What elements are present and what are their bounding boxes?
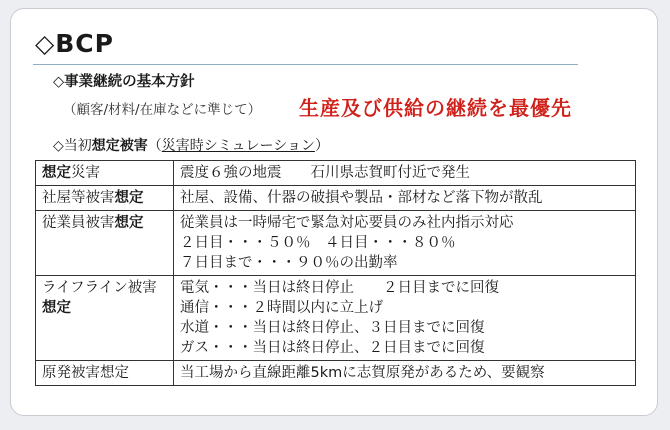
row-label-pre: 社屋等被害 — [42, 190, 115, 206]
damage-heading — [53, 136, 329, 156]
detail-line: 社屋、設備、什器の破損や製品・部材など落下物が散乱 — [180, 190, 543, 206]
title-divider — [33, 64, 578, 65]
detail-line: ７日目まで・・・９０％の出勤率 — [180, 255, 398, 271]
row-label-rest: 災害 — [71, 165, 100, 181]
damage-heading-open: （ — [147, 138, 162, 154]
row-label-pre: ライフライン被害 — [42, 280, 157, 296]
table-row-employees — [36, 211, 636, 276]
row-detail — [174, 361, 636, 386]
detail-line: 電気・・・当日は終日停止 ２日目までに回復 — [180, 280, 499, 296]
detail-line: ２日目・・・５０％ ４日目・・・８０％ — [180, 235, 456, 251]
detail-line: 当工場から直線距離5kmに志賀原発があるため、要観察 — [180, 365, 545, 381]
row-label — [36, 161, 174, 186]
row-detail — [174, 186, 636, 211]
detail-line: 震度６強の地震 石川県志賀町付近で発生 — [180, 165, 470, 181]
detail-line: 通信・・・２時間以内に立上げ — [180, 300, 383, 316]
table-row-lifeline — [36, 276, 636, 361]
row-detail — [174, 276, 636, 361]
damage-heading-bold: 想定被害 — [91, 138, 148, 154]
row-label-bold: 想定 — [114, 215, 144, 231]
table-row-building — [36, 186, 636, 211]
row-label-pre: 従業員被害 — [42, 215, 115, 231]
damage-heading-prefix: ◇当初 — [53, 138, 92, 154]
table-row-nuclear — [36, 361, 636, 386]
damage-table — [35, 160, 636, 386]
row-label-bold: 想定 — [114, 190, 144, 206]
row-label — [36, 276, 174, 361]
row-detail — [174, 211, 636, 276]
detail-line: ガス・・・当日は終日停止、２日目までに回復 — [180, 340, 485, 356]
row-label-bold: 想定 — [42, 165, 71, 181]
table-row-disaster — [36, 161, 636, 186]
row-label — [36, 361, 174, 386]
detail-line: 水道・・・当日は終日停止、３日目までに回復 — [180, 320, 485, 336]
damage-heading-simulation: 災害時シミュレーション — [161, 138, 315, 154]
row-label — [36, 186, 174, 211]
row-label-bold: 想定 — [42, 300, 71, 316]
policy-statement: 生産及び供給の継続を最優先 — [299, 96, 572, 120]
policy-heading: ◇事業継続の基本方針 — [53, 74, 195, 90]
detail-line: 従業員は一時帰宅で緊急対応要員のみ社内指示対応 — [180, 215, 514, 231]
slide-title: ◇BCP — [35, 29, 114, 58]
damage-heading-close: ） — [314, 138, 329, 154]
row-label-pre: 原発被害想定 — [42, 365, 129, 381]
row-label — [36, 211, 174, 276]
policy-note: （顧客/材料/在庫などに準じて） — [63, 102, 262, 118]
row-detail — [174, 161, 636, 186]
